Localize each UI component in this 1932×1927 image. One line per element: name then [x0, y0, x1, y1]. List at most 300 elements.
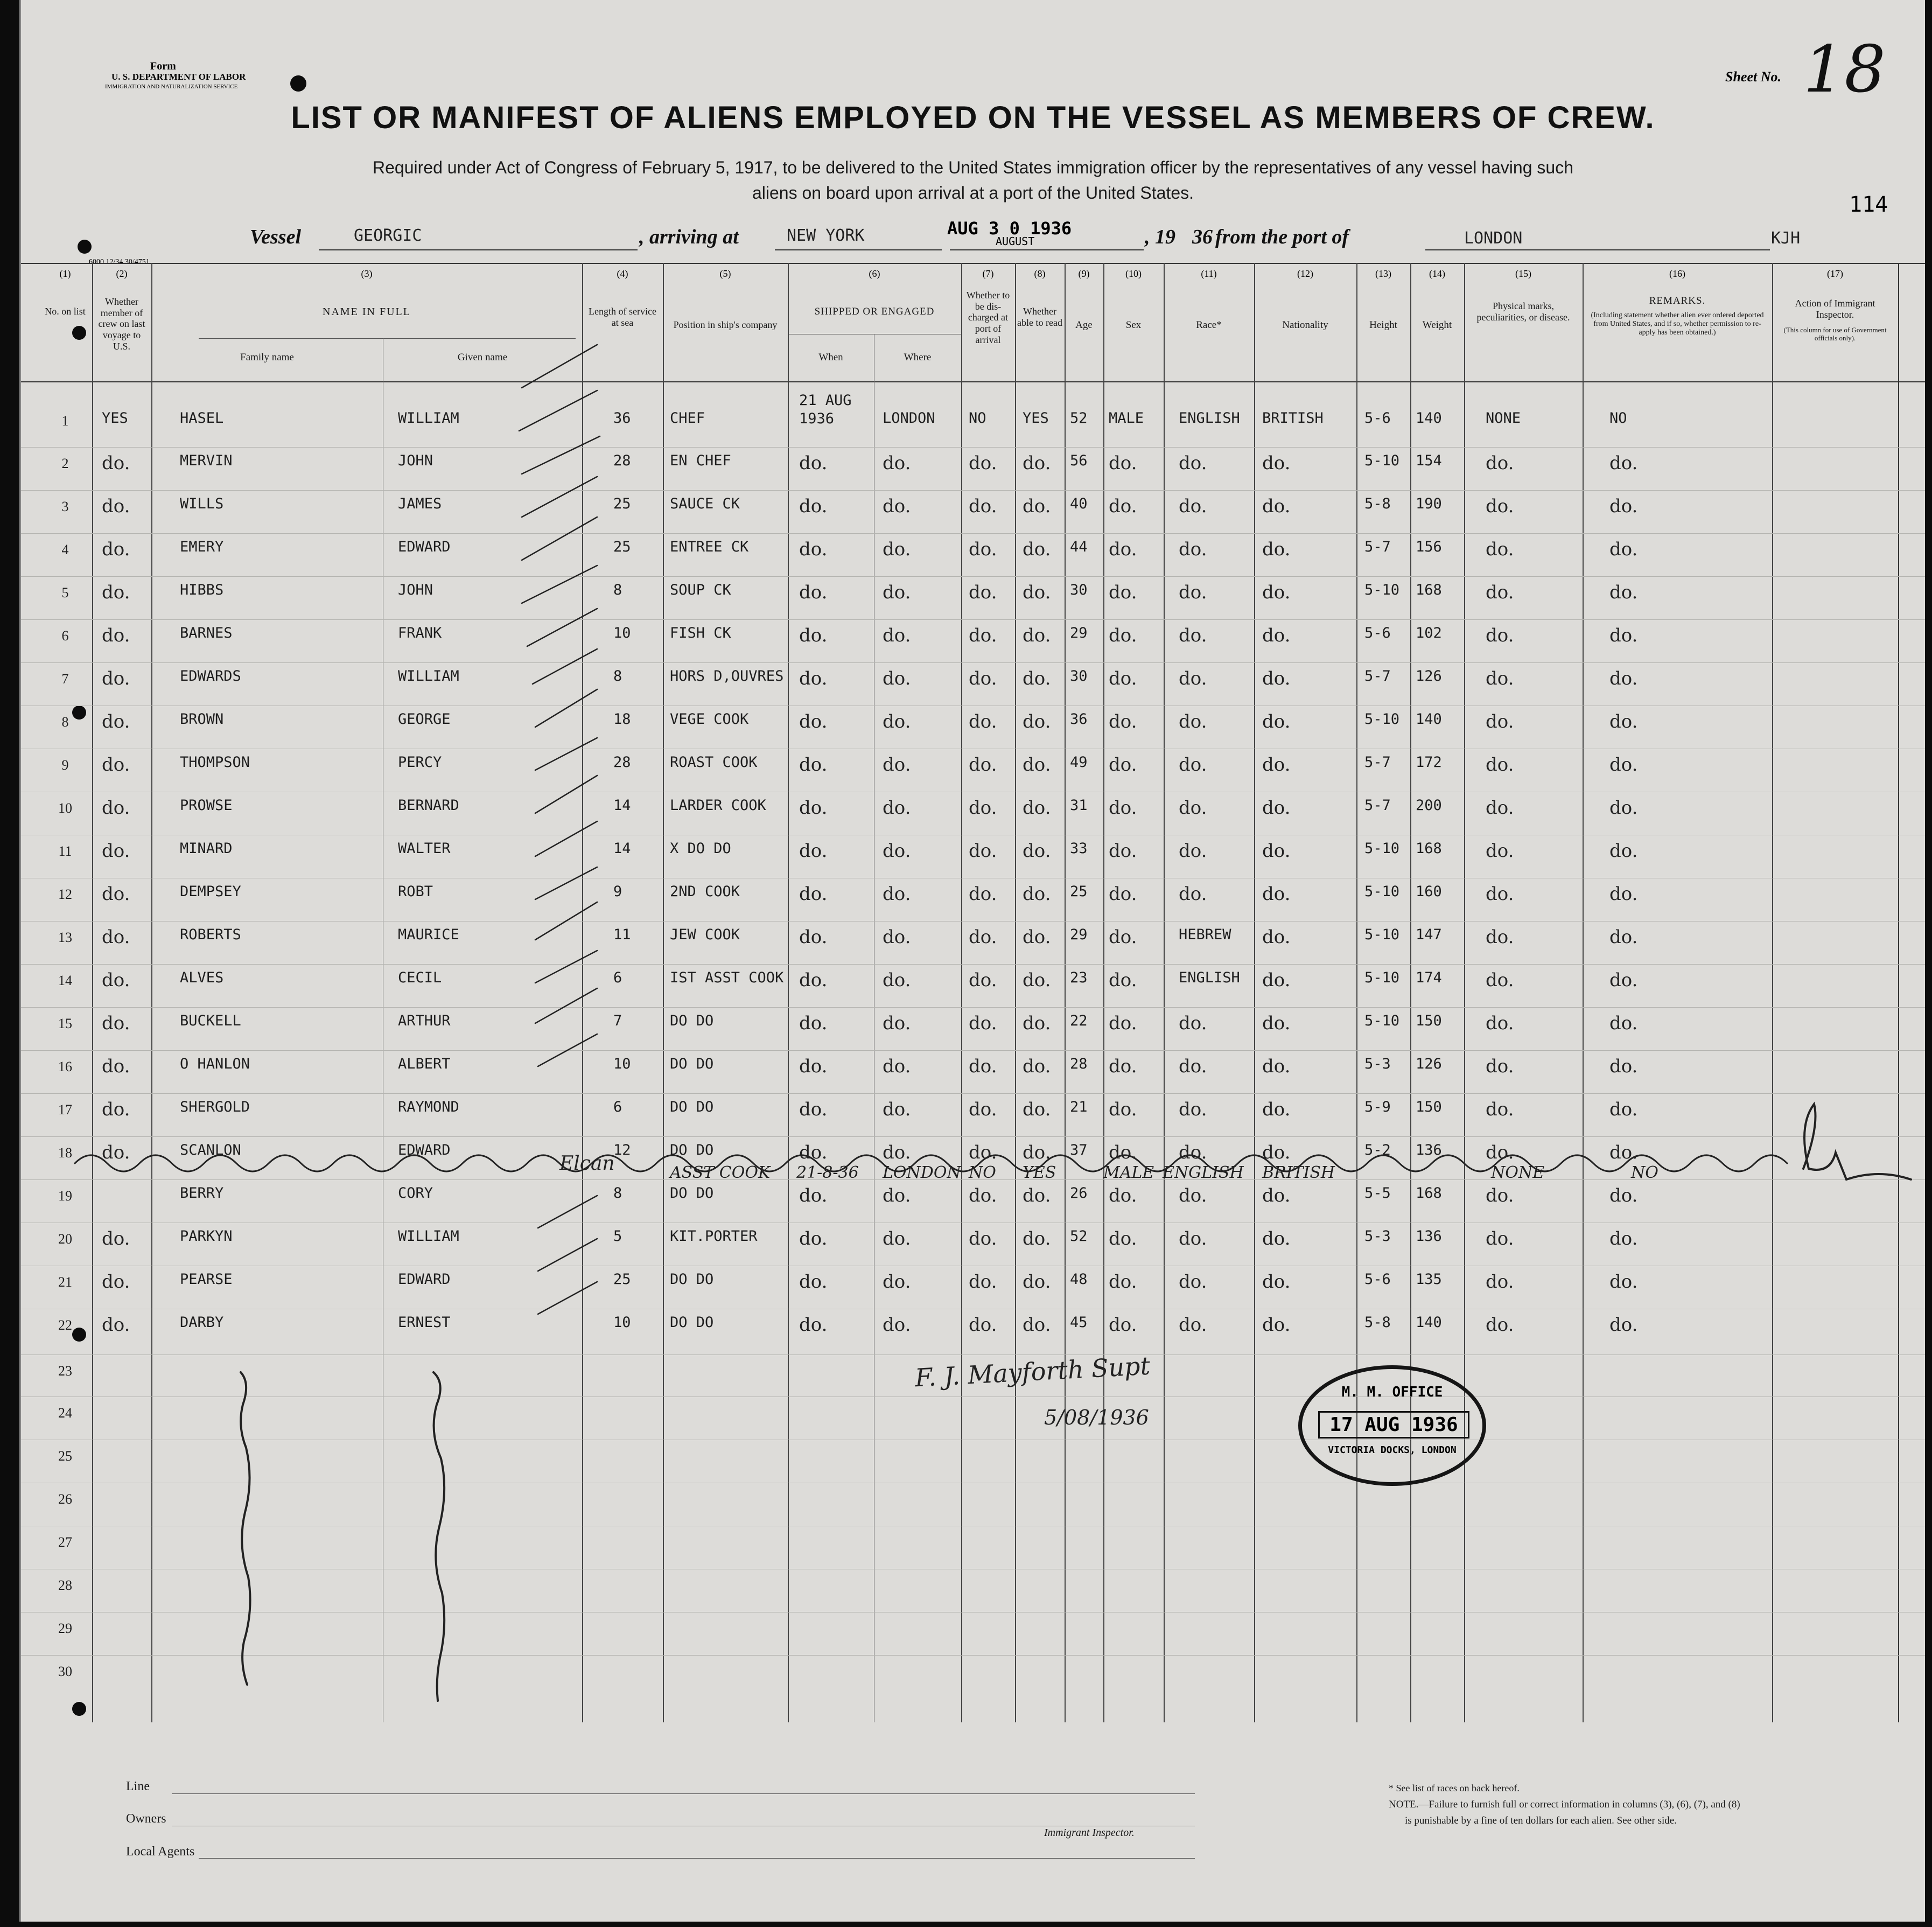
inspector-signature [1803, 1104, 1911, 1179]
cell-weight: 160 [1416, 883, 1442, 900]
cell-height: 5-5 [1364, 1185, 1391, 1202]
cell-weight: 200 [1416, 797, 1442, 814]
header-action-inspector: Action of Immigrant Inspector. [1795, 298, 1875, 320]
cell-race: do. [1179, 1314, 1207, 1336]
cell-phys: do. [1486, 1228, 1514, 1249]
cell-race: do. [1179, 668, 1207, 689]
cell-disch: do. [969, 668, 997, 689]
cell-weight: 156 [1416, 539, 1442, 555]
cell-disch: do. [969, 1314, 997, 1336]
cell-read: do. [1023, 883, 1051, 905]
cell-phys: do. [1486, 883, 1514, 905]
cell-prev: do. [102, 840, 130, 862]
cell-nat: do. [1262, 1314, 1291, 1336]
cell-prev: do. [102, 539, 130, 560]
row-number: 10 [58, 800, 72, 816]
row-number: 11 [58, 843, 72, 859]
cell-given: JAMES [398, 495, 442, 512]
col-num: (10) [1125, 268, 1142, 279]
cell-remarks: do. [1609, 1228, 1638, 1249]
signature-date: 5/08/1936 [1044, 1406, 1149, 1429]
cell-nat: do. [1262, 1271, 1291, 1293]
cell-length: 8 [613, 1185, 622, 1202]
cell-where: do. [883, 754, 911, 776]
row-number: 13 [58, 930, 72, 945]
cell-nat: do. [1262, 1099, 1291, 1120]
cell-weight: 135 [1416, 1271, 1442, 1288]
cell-sex: do. [1109, 1056, 1137, 1077]
cell-age: 21 [1070, 1099, 1088, 1115]
cell-given: RAYMOND [398, 1099, 459, 1115]
col-num: (11) [1201, 268, 1217, 279]
cell-age: 26 [1070, 1185, 1088, 1202]
cell-position: VEGE COOK [670, 711, 749, 728]
cell-age: 45 [1070, 1314, 1088, 1331]
row-number: 16 [58, 1059, 72, 1074]
cell-when: do. [799, 625, 828, 646]
office-stamp [1298, 1365, 1486, 1486]
cell-read: do. [1023, 452, 1051, 474]
row-19-position: ASST COOK [670, 1163, 771, 1182]
cell-length: 9 [613, 883, 622, 900]
cell-family: WILLS [180, 495, 224, 512]
cell-phys: do. [1486, 754, 1514, 776]
cell-remarks: do. [1609, 1271, 1638, 1293]
cell-race: do. [1179, 754, 1207, 776]
row-number: 24 [58, 1405, 72, 1421]
row-number: 3 [61, 499, 69, 514]
cell-weight: 172 [1416, 754, 1442, 771]
cell-when: do. [799, 754, 828, 776]
cell-sex: do. [1109, 452, 1137, 474]
header-shipped-engaged: SHIPPED OR ENGAGED [814, 306, 935, 317]
cell-when: do. [799, 711, 828, 732]
cell-phys: do. [1486, 1099, 1514, 1120]
cell-nat: do. [1262, 969, 1291, 991]
cell-race: ENGLISH [1179, 410, 1240, 427]
cell-read: do. [1023, 668, 1051, 689]
cell-remarks: do. [1609, 1056, 1638, 1077]
cell-height: 5-3 [1364, 1056, 1391, 1072]
cell-weight: 140 [1416, 410, 1442, 427]
cell-when: do. [799, 668, 828, 689]
cell-race: do. [1179, 495, 1207, 517]
cell-position: DO DO [670, 1056, 714, 1072]
cell-nat: do. [1262, 711, 1291, 732]
cell-where: do. [883, 1185, 911, 1206]
cell-read: do. [1023, 1142, 1051, 1163]
cell-weight: 136 [1416, 1228, 1442, 1245]
sheet-label: Sheet No. [1725, 69, 1781, 85]
col-num: (6) [869, 268, 880, 279]
cell-sex: MALE [1109, 410, 1144, 427]
cell-position: DO DO [670, 1099, 714, 1115]
footer-owners-label: Owners [126, 1812, 166, 1826]
cell-height: 5-10 [1364, 969, 1400, 986]
cell-position: IST ASST COOK [670, 969, 784, 986]
cell-height: 5-10 [1364, 883, 1400, 900]
cell-race: do. [1179, 1142, 1207, 1163]
cell-nat: do. [1262, 926, 1291, 948]
cell-read: do. [1023, 1013, 1051, 1034]
cell-weight: 150 [1416, 1013, 1442, 1029]
cell-given: WALTER [398, 840, 451, 857]
cell-read: do. [1023, 1271, 1051, 1293]
cell-remarks: do. [1609, 495, 1638, 517]
row-19-disch: NO [969, 1163, 996, 1182]
cell-height: 5-6 [1364, 625, 1391, 641]
cell-position: SOUP CK [670, 582, 731, 598]
cell-disch: do. [969, 1099, 997, 1120]
cell-position: DO DO [670, 1314, 714, 1331]
row-number: 28 [58, 1577, 72, 1593]
cell-prev: do. [102, 582, 130, 603]
cell-phys: do. [1486, 969, 1514, 991]
cell-prev: do. [102, 625, 130, 646]
cell-disch: do. [969, 1056, 997, 1077]
cell-read: do. [1023, 969, 1051, 991]
cell-nat: do. [1262, 1228, 1291, 1249]
master-signature: F. J. Mayforth Supt [914, 1351, 1151, 1393]
cell-where: do. [883, 1099, 911, 1120]
cell-prev: do. [102, 969, 130, 991]
cell-given: FRANK [398, 625, 442, 641]
cell-disch: do. [969, 1142, 997, 1163]
cell-where: do. [883, 711, 911, 732]
cell-sex: do. [1109, 840, 1137, 862]
stamp-office: M. M. OFFICE [1341, 1384, 1443, 1400]
cell-remarks: do. [1609, 582, 1638, 603]
row-number: 9 [61, 757, 69, 773]
cell-read: do. [1023, 1099, 1051, 1120]
cell-given: ERNEST [398, 1314, 451, 1331]
cell-family: BARNES [180, 625, 233, 641]
cell-length: 12 [613, 1142, 631, 1158]
col-num: (17) [1827, 268, 1843, 279]
cell-age: 28 [1070, 1056, 1088, 1072]
cell-where: do. [883, 582, 911, 603]
cell-when: do. [799, 926, 828, 948]
row-19-remarks: NO [1631, 1163, 1658, 1182]
cell-disch: do. [969, 539, 997, 560]
cell-read: do. [1023, 1314, 1051, 1336]
cell-height: 5-10 [1364, 1013, 1400, 1029]
header-when: When [818, 352, 843, 363]
cell-nat: do. [1262, 1185, 1291, 1206]
cell-phys: do. [1486, 1314, 1514, 1336]
cell-race: do. [1179, 1185, 1207, 1206]
row-number: 4 [61, 542, 69, 557]
cell-family: BROWN [180, 711, 224, 728]
cell-prev: do. [102, 1056, 130, 1077]
cell-when: do. [799, 840, 828, 862]
cell-height: 5-7 [1364, 754, 1391, 771]
header-given-name: Given name [457, 352, 508, 363]
cell-position: ROAST COOK [670, 754, 758, 771]
row-number: 26 [58, 1491, 72, 1507]
row-number: 19 [58, 1188, 72, 1204]
cell-length: 25 [613, 1271, 631, 1288]
cell-phys: do. [1486, 1142, 1514, 1163]
cell-phys: do. [1486, 1185, 1514, 1206]
row-number: 12 [58, 886, 72, 902]
cell-phys: do. [1486, 582, 1514, 603]
cell-given: BERNARD [398, 797, 459, 814]
cell-weight: 174 [1416, 969, 1442, 986]
cell-weight: 168 [1416, 582, 1442, 598]
cell-family: ALVES [180, 969, 224, 986]
col-num: (15) [1515, 268, 1531, 279]
cell-phys: do. [1486, 539, 1514, 560]
row-number: 20 [58, 1231, 72, 1247]
cell-nat: do. [1262, 754, 1291, 776]
cell-prev: do. [102, 797, 130, 819]
cell-read: do. [1023, 754, 1051, 776]
cell-weight: 150 [1416, 1099, 1442, 1115]
cell-when: do. [799, 495, 828, 517]
cell-when: do. [799, 1099, 828, 1120]
cell-height: 5-8 [1364, 495, 1391, 512]
cell-read: do. [1023, 1228, 1051, 1249]
cell-length: 7 [613, 1013, 622, 1029]
cell-prev: do. [102, 1228, 130, 1249]
cell-disch: do. [969, 840, 997, 862]
cell-length: 36 [613, 410, 631, 427]
cell-nat: do. [1262, 668, 1291, 689]
header-whether-member: Whether member of crew on last voyage to U.S. [98, 296, 145, 352]
cell-disch: do. [969, 452, 997, 474]
cell-position: X DO DO [670, 840, 731, 857]
cell-length: 10 [613, 1056, 631, 1072]
footer-agents-label: Local Agents [126, 1845, 195, 1859]
cell-read: YES [1023, 410, 1049, 427]
cell-race: do. [1179, 711, 1207, 732]
cell-sex: do. [1109, 582, 1137, 603]
cell-weight: 136 [1416, 1142, 1442, 1158]
cell-prev: do. [102, 495, 130, 517]
cell-family: HASEL [180, 410, 224, 427]
cell-prev: do. [102, 668, 130, 689]
arrival-port: NEW YORK [787, 226, 865, 245]
col-num: (8) [1034, 268, 1046, 279]
header-weight: Weight [1422, 319, 1452, 331]
row-number: 18 [58, 1145, 72, 1161]
cell-when: do. [799, 1013, 828, 1034]
cell-prev: do. [102, 711, 130, 732]
cell-age: 33 [1070, 840, 1088, 857]
cell-remarks: do. [1609, 711, 1638, 732]
col-num: (4) [617, 268, 628, 279]
cell-read: do. [1023, 539, 1051, 560]
sheet-number: 18 [1803, 32, 1886, 107]
cell-length: 8 [613, 582, 622, 598]
cell-remarks: do. [1609, 1099, 1638, 1120]
header-no-on-list: No. on list [45, 306, 86, 317]
cell-phys: do. [1486, 452, 1514, 474]
cell-phys: do. [1486, 797, 1514, 819]
cell-race: do. [1179, 1271, 1207, 1293]
cell-position: KIT.PORTER [670, 1228, 758, 1245]
cell-prev: do. [102, 1271, 130, 1293]
arrival-date-stamp: AUG 3 0 1936 [947, 218, 1072, 239]
row-number: 27 [58, 1534, 72, 1550]
cell-remarks: do. [1609, 797, 1638, 819]
cell-prev: do. [102, 883, 130, 905]
cell-given: ARTHUR [398, 1013, 451, 1029]
cell-where: do. [883, 883, 911, 905]
cell-nat: BRITISH [1262, 410, 1324, 427]
cell-when: do. [799, 1271, 828, 1293]
cell-remarks: do. [1609, 1314, 1638, 1336]
cell-sex: do. [1109, 969, 1137, 991]
cell-race: ENGLISH [1179, 969, 1240, 986]
cell-sex: do. [1109, 625, 1137, 646]
cell-remarks: NO [1609, 410, 1627, 427]
cell-remarks: do. [1609, 1013, 1638, 1034]
col-num: (3) [361, 268, 373, 279]
cell-when: do. [799, 1185, 828, 1206]
cell-nat: do. [1262, 1013, 1291, 1034]
cell-prev: do. [102, 452, 130, 474]
cell-family: PARKYN [180, 1228, 233, 1245]
footer-note-3: is punishable by a fine of ten dollars for each alien. See other side. [1405, 1815, 1677, 1826]
row-number: 22 [58, 1317, 72, 1333]
cell-weight: 168 [1416, 1185, 1442, 1202]
cell-height: 5-7 [1364, 668, 1391, 685]
handwritten-marks [21, 0, 1925, 1922]
cell-nat: do. [1262, 840, 1291, 862]
cell-race: do. [1179, 797, 1207, 819]
cell-age: 29 [1070, 625, 1088, 641]
cell-given: JOHN [398, 582, 433, 598]
document-title: LIST OR MANIFEST OF ALIENS EMPLOYED ON THE VESSEL AS MEMBERS OF CREW. [291, 100, 1655, 135]
header-race: Race* [1196, 319, 1222, 331]
cell-disch: do. [969, 969, 997, 991]
cell-family: MERVIN [180, 452, 233, 469]
cell-disch: do. [969, 926, 997, 948]
cell-length: 25 [613, 495, 631, 512]
cell-height: 5-6 [1364, 410, 1391, 427]
cell-where: do. [883, 495, 911, 517]
header-where: Where [904, 352, 932, 363]
cell-sex: do. [1109, 1314, 1137, 1336]
cell-race: HEBREW [1179, 926, 1231, 943]
cell-position: HORS D,OUVRES [670, 668, 784, 685]
cell-disch: do. [969, 883, 997, 905]
cell-weight: 154 [1416, 452, 1442, 469]
cell-sex: do. [1109, 495, 1137, 517]
col-num: (13) [1375, 268, 1391, 279]
cell-when: do. [799, 582, 828, 603]
cell-age: 52 [1070, 1228, 1088, 1245]
cell-race: do. [1179, 883, 1207, 905]
row-19-phys: NONE [1491, 1163, 1544, 1182]
cell-disch: do. [969, 582, 997, 603]
cell-disch: do. [969, 797, 997, 819]
cell-race: do. [1179, 1228, 1207, 1249]
cell-position: DO DO [670, 1271, 714, 1288]
cell-family: BERRY [180, 1185, 224, 1202]
header-position: Position in ship's company [673, 319, 778, 330]
cell-given: WILLIAM [398, 410, 459, 427]
cell-given: EDWARD [398, 1271, 451, 1288]
from-port-label: from the port of [1215, 226, 1349, 248]
cell-age: 31 [1070, 797, 1088, 814]
cell-nat: do. [1262, 883, 1291, 905]
cell-family: THOMPSON [180, 754, 250, 771]
cell-family: SCANLON [180, 1142, 241, 1158]
cell-age: 30 [1070, 582, 1088, 598]
vessel-label: Vessel [250, 226, 301, 248]
cell-weight: 140 [1416, 1314, 1442, 1331]
cell-weight: 126 [1416, 1056, 1442, 1072]
cell-family: O HANLON [180, 1056, 250, 1072]
row-18-mark: Elcan [559, 1153, 615, 1175]
cell-where: do. [883, 539, 911, 560]
cell-disch: do. [969, 1228, 997, 1249]
header-able-to-read: Whether able to read [1017, 306, 1062, 328]
cell-age: 22 [1070, 1013, 1088, 1029]
cell-read: do. [1023, 797, 1051, 819]
cell-length: 10 [613, 1314, 631, 1331]
cell-disch: do. [969, 754, 997, 776]
cell-phys: do. [1486, 926, 1514, 948]
cell-length: 28 [613, 452, 631, 469]
header-family-name: Family name [240, 352, 294, 363]
cell-where: do. [883, 1142, 911, 1163]
ditto-line [433, 1372, 444, 1701]
row-number: 29 [58, 1621, 72, 1636]
header-action-note: (This column for use of Government officials only). [1783, 326, 1887, 342]
cell-length: 14 [613, 840, 631, 857]
row-number: 8 [61, 714, 69, 730]
cell-family: BUCKELL [180, 1013, 241, 1029]
row-number: 25 [58, 1448, 72, 1464]
header-name-in-full: NAME IN FULL [323, 306, 411, 318]
footer-note-2: NOTE.—Failure to furnish full or correct information in columns (3), (6), (7), and (8) [1389, 1799, 1740, 1810]
cell-sex: do. [1109, 711, 1137, 732]
cell-age: 44 [1070, 539, 1088, 555]
cell-family: DARBY [180, 1314, 224, 1331]
cell-disch: do. [969, 1013, 997, 1034]
cell-height: 5-3 [1364, 1228, 1391, 1245]
cell-remarks: do. [1609, 883, 1638, 905]
form-label: Form [150, 60, 176, 72]
cell-family: PROWSE [180, 797, 233, 814]
cell-weight: 190 [1416, 495, 1442, 512]
cell-given: GEORGE [398, 711, 451, 728]
cell-length: 8 [613, 668, 622, 685]
row-19-nat: BRITISH [1262, 1163, 1335, 1182]
header-age: Age [1075, 319, 1093, 331]
cell-where: do. [883, 1056, 911, 1077]
cell-sex: do. [1109, 1142, 1137, 1163]
header-length-service: Length of service at sea [589, 306, 656, 328]
stamp-place: VICTORIA DOCKS, LONDON [1328, 1444, 1457, 1456]
header-remarks: REMARKS. [1649, 295, 1706, 306]
cell-weight: 140 [1416, 711, 1442, 728]
cell-family: SHERGOLD [180, 1099, 250, 1115]
cell-family: EDWARDS [180, 668, 241, 685]
cell-phys: do. [1486, 625, 1514, 646]
cell-prev: do. [102, 1314, 130, 1336]
cell-age: 40 [1070, 495, 1088, 512]
row-number: 30 [58, 1664, 72, 1679]
cell-disch: do. [969, 1185, 997, 1206]
cell-height: 5-9 [1364, 1099, 1391, 1115]
cell-remarks: do. [1609, 668, 1638, 689]
cell-where: do. [883, 668, 911, 689]
